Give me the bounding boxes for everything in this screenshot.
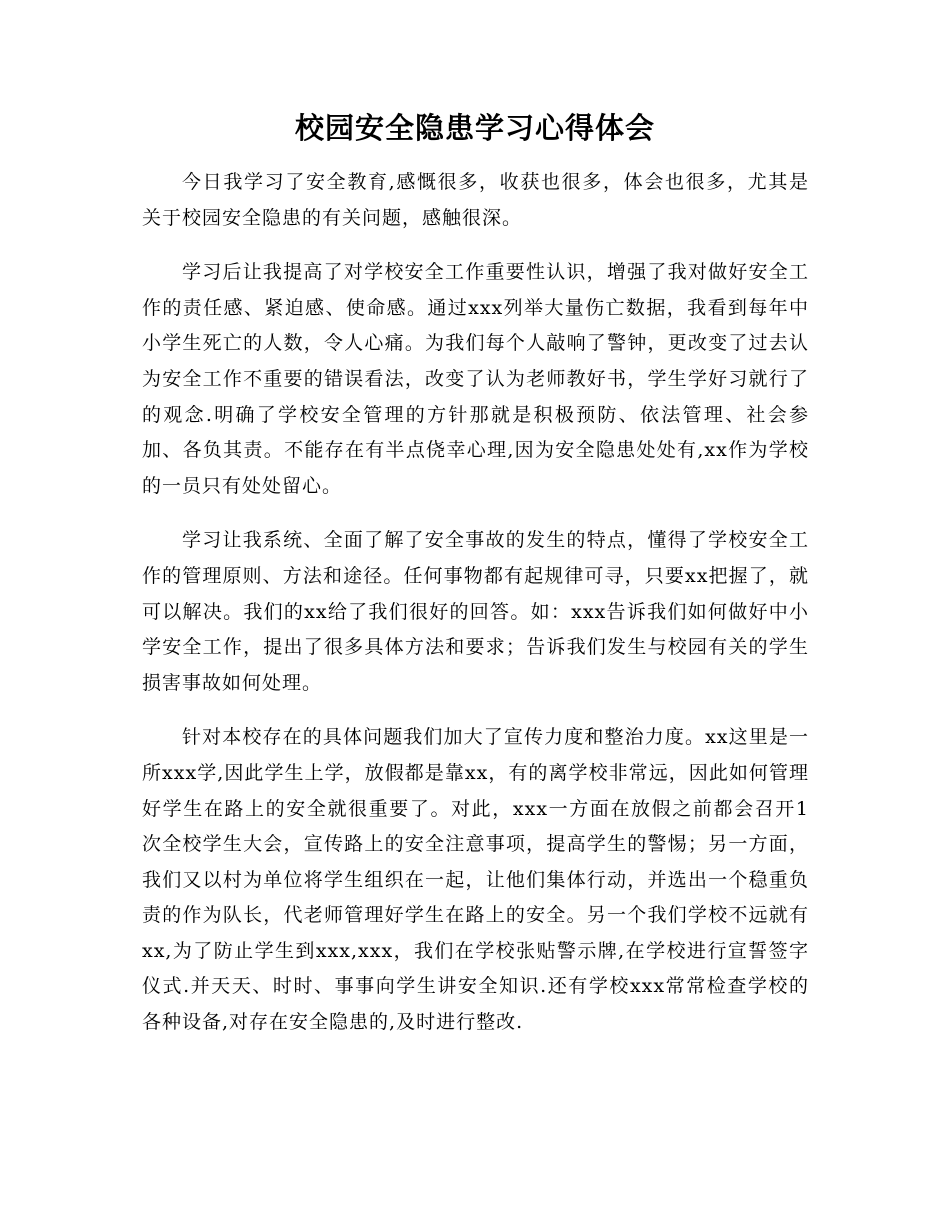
document-title: 校园安全隐患学习心得体会 (294, 111, 655, 145)
paragraph-3: 学习让我系统、全面了解了安全事故的发生的特点，懂得了学校安全工作的管理原则、方法和途径。任何事物都有起规律可寻，只要xx把握了，就可以解决。我们的xx给了我们很好的回答。如：xxx告诉我们如何做好中小学安全工作，提出了很多具体方法和要求；告诉我们发生与校园有关的学生损害事故如何处理。 (142, 529, 809, 694)
paragraph-2: 学习后让我提高了对学校安全工作重要性认识，增强了我对做好安全工作的责任感、紧迫感、使命感。通过xxx列举大量伤亡数据，我看到每年中小学生死亡的人数，令人心痛。为我们每个人敲响了警钟，更改变了过去认为安全工作不重要的错误看法，改变了认为老师教好书，学生学好习就行了的观念.明确了学校安全管理的方针那就是积极预防、依法管理、社会参加、各负其责。不能存在有半点侥幸心理,因为安全隐患处处有,xx作为学校的一员只有处处留心。 (142, 261, 809, 497)
paragraph-1: 今日我学习了安全教育,感慨很多，收获也很多，体会也很多，尤其是关于校园安全隐患的有关问题，感触很深。 (142, 171, 809, 229)
paragraph-4: 针对本校存在的具体问题我们加大了宣传力度和整治力度。xx这里是一所xxx学,因此学生上学，放假都是靠xx，有的离学校非常远，因此如何管理好学生在路上的安全就很重要了。对此，xxx一方面在放假之前都会召开1次全校学生大会，宣传路上的安全注意事项，提高学生的警惕；另一方面，我们又以村为单位将学生组织在一起，让他们集体行动，并选出一个稳重负责的作为队长，代老师管理好学生在路上的安全。另一个我们学校不远就有xx,为了防止学生到xxx,xxx，我们在学校张贴警示牌,在学校进行宣誓签字仪式.并天天、时时、事事向学生讲安全知识.还有学校xxx常常检查学校的各种设备,对存在安全隐患的,及时进行整改. (142, 726, 809, 1034)
document-body (142, 165, 809, 1060)
